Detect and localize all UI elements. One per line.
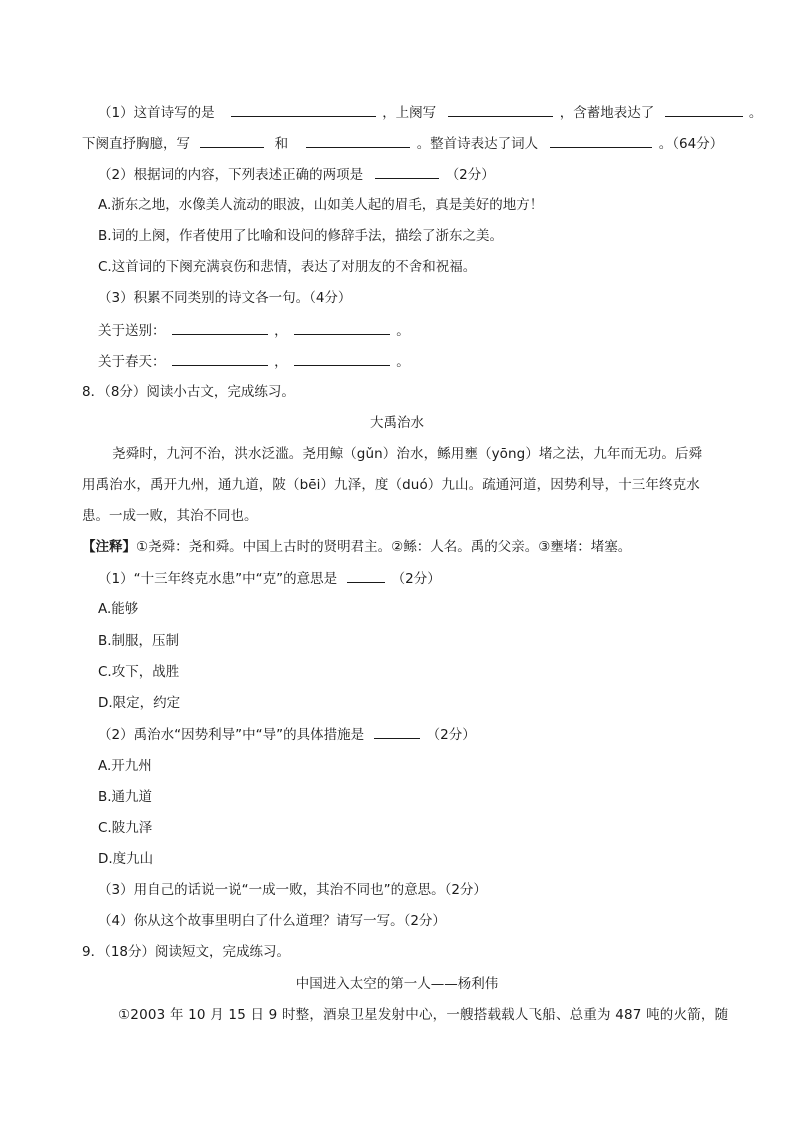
answer-blank[interactable] bbox=[550, 133, 652, 148]
q8-q2-option-a: A.开九州 bbox=[98, 758, 152, 774]
q7-part2-line bbox=[98, 164, 495, 185]
comma: ， bbox=[274, 323, 288, 339]
q8-q2-option-d: D.度九山 bbox=[98, 851, 154, 867]
q7-part1-text7: 。整首诗表达了词人 bbox=[416, 136, 539, 152]
q7-part2-option-a: A.浙东之地，水像美人流动的眼波，山如美人起的眉毛，真是美好的地方！ bbox=[98, 197, 544, 213]
q9-passage-title: 中国进入太空的第一人——杨利伟 bbox=[295, 976, 499, 992]
answer-blank[interactable] bbox=[172, 351, 268, 366]
q8-q2-line bbox=[98, 724, 476, 745]
q8-note bbox=[82, 537, 631, 557]
spring-label: 关于春天： bbox=[98, 354, 166, 370]
q8-q1-text1: （1）“十三年终克水患”中“克”的意思是 bbox=[98, 571, 338, 587]
answer-blank[interactable] bbox=[200, 133, 264, 148]
answer-blank[interactable] bbox=[294, 320, 390, 335]
q7-part3-farewell-line bbox=[98, 320, 410, 341]
q8-q4: （4）你从这个故事里明白了什么道理？请写一写。（2分） bbox=[98, 913, 446, 929]
q7-part3-title: （3）积累不同类别的诗文各一句。（4分） bbox=[98, 290, 352, 306]
q8-header: 8．（8分）阅读小古文，完成练习。 bbox=[82, 384, 295, 400]
q7-part1-text2: ，上阕写 bbox=[382, 105, 437, 121]
answer-blank[interactable] bbox=[347, 568, 385, 583]
answer-blank[interactable] bbox=[294, 351, 390, 366]
answer-blank[interactable] bbox=[374, 724, 420, 739]
q7-part1-text5: 下阕直抒胸臆，写 bbox=[82, 136, 190, 152]
answer-blank[interactable] bbox=[172, 320, 268, 335]
period: 。 bbox=[396, 323, 410, 339]
comma: ， bbox=[274, 354, 288, 370]
q8-q2-text2: （2分） bbox=[426, 727, 476, 743]
q8-passage-line: 用禹治水，禹开九州，通九道，陂（bēi）九泽，度（duó）九山。疏通河道，因势利导，十三年终克水 bbox=[82, 477, 700, 493]
q8-q1-option-a: A.能够 bbox=[98, 601, 139, 617]
q7-part1-text6: 和 bbox=[274, 136, 289, 152]
q8-q1-text2: （2分） bbox=[391, 571, 441, 587]
period: 。 bbox=[396, 354, 410, 370]
q8-q2-option-c: C.陂九泽 bbox=[98, 820, 153, 836]
q7-part1-text4: 。 bbox=[748, 105, 763, 121]
answer-blank[interactable] bbox=[375, 164, 439, 179]
q8-q3: （3）用自己的话说一说“一成一败，其治不同也”的意思。（2分） bbox=[98, 882, 487, 898]
q7-part1-text8: 。（64分） bbox=[658, 136, 724, 152]
q7-part1-text3: ，含蓄地表达了 bbox=[559, 105, 655, 121]
q8-q2-option-b: B.通九道 bbox=[98, 789, 153, 805]
note-text: ①尧舜：尧和舜。中国上古时的贤明君主。②鲧：人名。禹的父亲。③壅堵：堵塞。 bbox=[136, 539, 632, 555]
q7-part1-line1 bbox=[98, 102, 762, 123]
q8-q1-option-b: B.制服，压制 bbox=[98, 633, 180, 649]
q8-q1-option-d: D.限定，约定 bbox=[98, 695, 181, 711]
q7-part3-spring-line bbox=[98, 351, 410, 372]
q8-passage-line: 尧舜时，九河不治，洪水泛滥。尧用鲸（gǔn）治水，鲧用壅（yōng）堵之法，九年而无功。后舜 bbox=[112, 446, 703, 462]
q8-q2-text1: （2）禹治水“因势利导”中“导”的具体措施是 bbox=[98, 727, 365, 743]
q7-part2-option-b: B.词的上阕，作者使用了比喻和设问的修辞手法，描绘了浙东之美。 bbox=[98, 228, 504, 244]
q7-part1-text1: （1）这首诗写的是 bbox=[98, 105, 215, 121]
q7-part2-text2: （2分） bbox=[445, 167, 495, 183]
q9-passage-first-line: ①2003 年 10 月 15 日 9 时整，酒泉卫星发射中心，一艘搭载载人飞船、总重为 487 吨的火箭，随 bbox=[118, 1007, 729, 1023]
note-label: 【注释】 bbox=[82, 539, 136, 555]
q8-q1-line bbox=[98, 568, 441, 589]
q7-part2-option-c: C.这首词的下阕充满哀伤和悲情，表达了对朋友的不舍和祝福。 bbox=[98, 259, 477, 275]
answer-blank[interactable] bbox=[306, 133, 410, 148]
q7-part1-line2 bbox=[82, 133, 723, 154]
answer-blank[interactable] bbox=[231, 102, 376, 117]
farewell-label: 关于送别： bbox=[98, 323, 166, 339]
q8-passage-title: 大禹治水 bbox=[370, 415, 424, 431]
q8-q1-option-c: C.攻下，战胜 bbox=[98, 664, 180, 680]
q9-header: 9．（18分）阅读短文，完成练习。 bbox=[82, 944, 291, 960]
answer-blank[interactable] bbox=[665, 102, 743, 117]
q7-part2-text1: （2）根据词的内容，下列表述正确的两项是 bbox=[98, 167, 364, 183]
answer-blank[interactable] bbox=[448, 102, 553, 117]
q8-passage-line: 患。一成一败，其治不同也。 bbox=[82, 508, 258, 524]
